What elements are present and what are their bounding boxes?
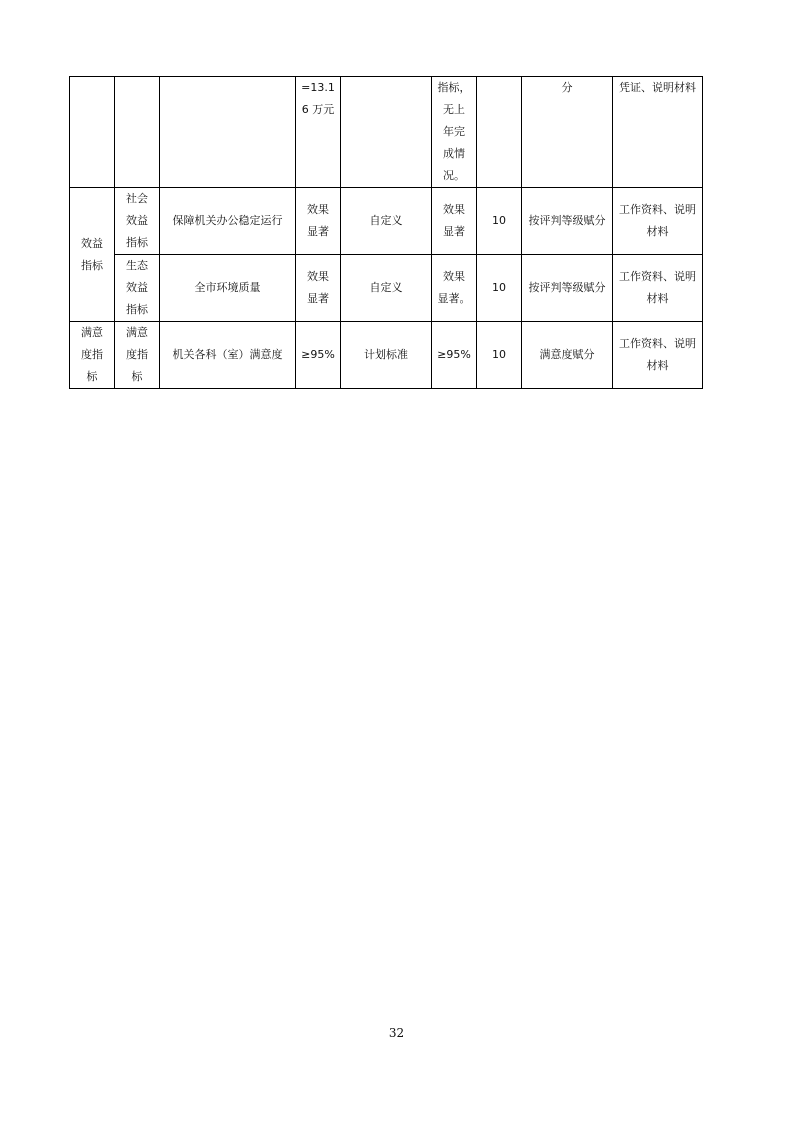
cell-scoring: 按评判等级赋分 [522,255,613,322]
cell-scoring: 满意度赋分 [522,322,613,389]
cell-weight: 10 [477,255,522,322]
cell-level1: 满意 度指 标 [70,322,115,389]
cell-scoring: 分 [522,77,613,188]
cell-weight: 10 [477,322,522,389]
cell-indicator-value: 效果 显著 [296,255,341,322]
table-row [70,322,703,389]
cell-level1 [70,77,115,188]
page-number: 32 [388,1026,405,1040]
cell-level2: 满意 度指 标 [115,322,160,389]
cell-level3: 保障机关办公稳定运行 [160,188,296,255]
cell-level3 [160,77,296,188]
cell-indicator-value: ≥95% [296,322,341,389]
cell-level2: 社会 效益 指标 [115,188,160,255]
cell-level2 [115,77,160,188]
cell-actual: ≥95% [432,322,477,389]
cell-actual: 效果 显著。 [432,255,477,322]
cell-evidence: 工作资料、说明 材料 [613,322,703,389]
cell-standard: 计划标准 [341,322,432,389]
cell-evidence: 工作资料、说明 材料 [613,188,703,255]
cell-level3: 全市环境质量 [160,255,296,322]
cell-evidence: 凭证、说明材料 [613,77,703,188]
cell-standard: 自定义 [341,188,432,255]
cell-scoring: 按评判等级赋分 [522,188,613,255]
cell-weight [477,77,522,188]
cell-indicator-value: 效果 显著 [296,188,341,255]
performance-indicator-table [69,76,703,389]
cell-evidence: 工作资料、说明 材料 [613,255,703,322]
cell-level1: 效益 指标 [70,188,115,322]
cell-level3: 机关各科（室）满意度 [160,322,296,389]
cell-weight: 10 [477,188,522,255]
cell-actual: 效果 显著 [432,188,477,255]
cell-standard: 自定义 [341,255,432,322]
table-row [70,188,703,255]
cell-standard [341,77,432,188]
cell-actual: 指标， 无上 年完 成情 况。 [432,77,477,188]
table-row [70,77,703,188]
cell-indicator-value: =13.1 6 万元 [296,77,341,188]
cell-level2: 生态 效益 指标 [115,255,160,322]
table-row [70,255,703,322]
